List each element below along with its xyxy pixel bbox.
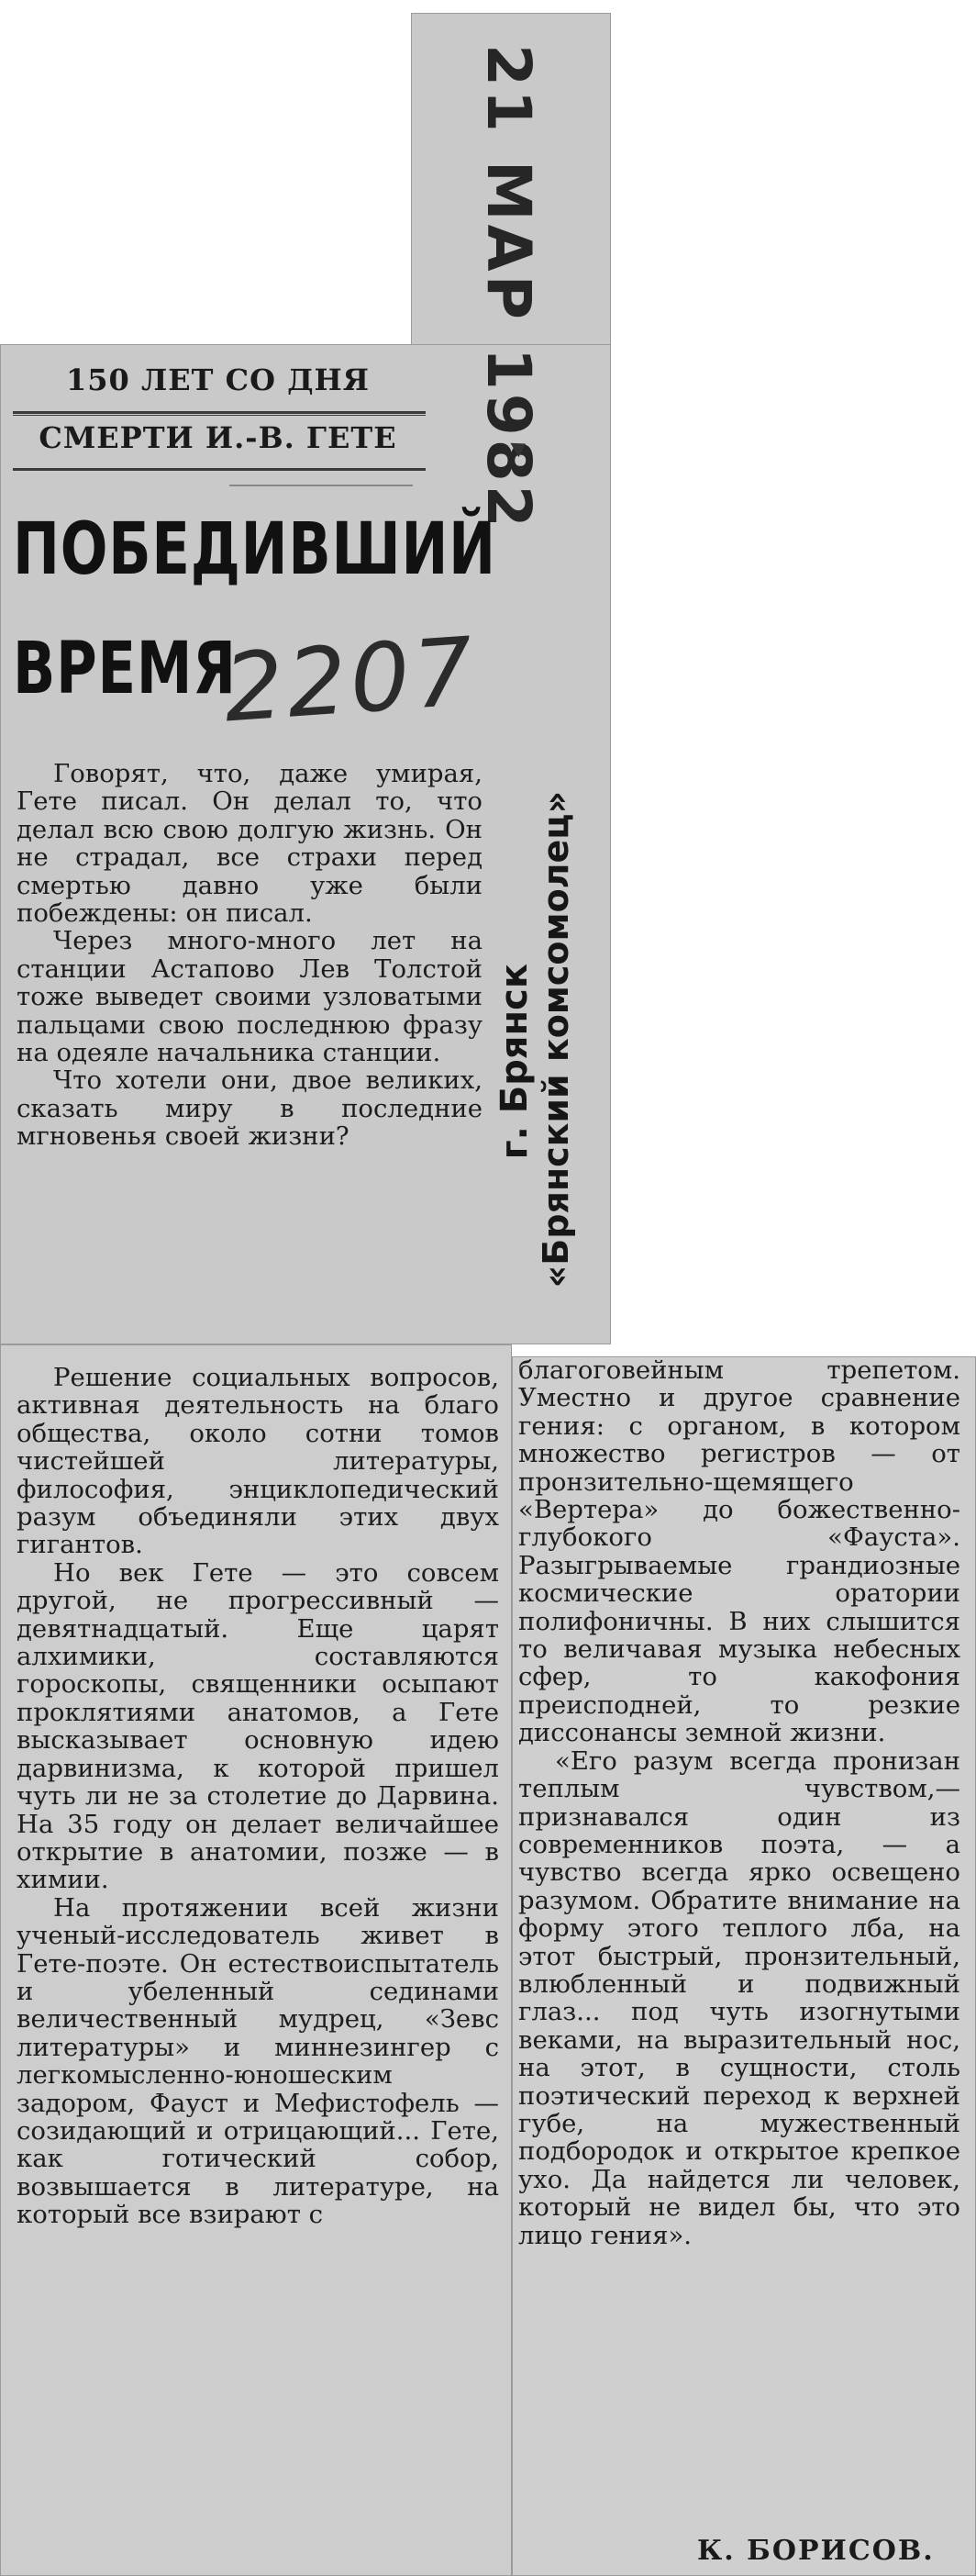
paragraph: Что хотели они, двое великих, сказать миру в последние мгновенья своей жизни? — [17, 1065, 482, 1152]
article-column-top — [17, 760, 482, 1151]
source-newspaper: «Брянский комсомолец» — [536, 791, 576, 1288]
author-signature: К. БОРИСОВ. — [697, 2535, 935, 2567]
headline-line-2: ВРЕМЯ — [13, 628, 237, 710]
paragraph: Решение социальных вопросов, активная деятельность на благо общества, около сотни томов чистейшей литературы, философия, энциклопедический разум объединяли этих двух гигантов. — [17, 1363, 499, 1560]
source-city: г. Брянск — [494, 964, 536, 1160]
paragraph-continued: благоговейным трепетом. Уместно и другое сравнение гения: с органом, в котором множество регистров — от пронзительно-щемящего «Вертера» до божественно-глубокого «Фауста». Разыгрываемые грандиозные космические оратории полифоничны. В них слышится то величавая музыка небесных сфер, то какофония преисподней, то резкие диссонансы земной жизни. — [518, 1355, 960, 1748]
article-column-left — [17, 1364, 499, 2229]
pencil-underline — [229, 485, 413, 486]
handwritten-archive-number: 2207 — [220, 617, 481, 744]
paragraph: Но век Гете — это совсем другой, не прогрессивный — девятнадцатый. Еще царят алхимики, составляются гороскопы, священники осыпают проклятиями анатомов, а Гете высказывает основную идею дарвинизма, к которой пришел чуть ли не за столетие до Дарвина. На 35 году он делает величайшее открытие в анатомии, позже — в химии. — [17, 1557, 499, 1895]
paragraph: На протяжении всей жизни ученый-исследователь живет в Гете-поэте. Он естествоиспытатель и убеленный сединами величественный мудрец, «Зевс литературы» и миннезингер с легкомысленно-юношеским задором, Фауст и Мефистофель — созидающий и отрицающий... Гете, как готический собор, возвышается в литературе, на который все взирают с — [17, 1892, 499, 2230]
paragraph: «Его разум всегда пронизан теплым чувством,— признавался один из современников поэта, — а чувство всегда ярко освещено разумом. Обратите внимание на форму этого теплого лба, на этот быстрый, пронзительный, влюбленный и подвижный глаз... под чуть изогнутыми веками, на выразительный нос, на этот, в сущности, столь поэтический переход к верхней губе, на мужественный подбородок и открытое крепкое ухо. Да найдется ли человек, который не видел бы, что это лицо гения». — [518, 1745, 960, 2250]
rubric-top-rule — [13, 411, 426, 414]
rubric-bottom-rule — [13, 468, 426, 471]
date-stamp: 21 МАР 1982 — [473, 44, 544, 531]
rubric-line-1: 150 ЛЕТ СО ДНЯ — [66, 362, 370, 397]
article-column-right — [518, 1356, 960, 2249]
rubric-middle-rule — [13, 415, 426, 416]
paragraph: Через много-много лет на станции Астапово Лев Толстой тоже выведет своими узловатыми пальцами свою последнюю фразу на одеяле начальника станции. — [17, 926, 482, 1068]
paragraph: Говорят, что, даже умирая, Гете писал. Он делал то, что делал всю свою долгую жизнь. Он не страдал, все страхи перед смертью давно уже были побеждены: он писал. — [17, 759, 482, 929]
headline-line-1: ПОБЕДИВШИЙ — [13, 508, 496, 591]
rubric-line-2: СМЕРТИ И.-В. ГЕТЕ — [39, 420, 397, 455]
